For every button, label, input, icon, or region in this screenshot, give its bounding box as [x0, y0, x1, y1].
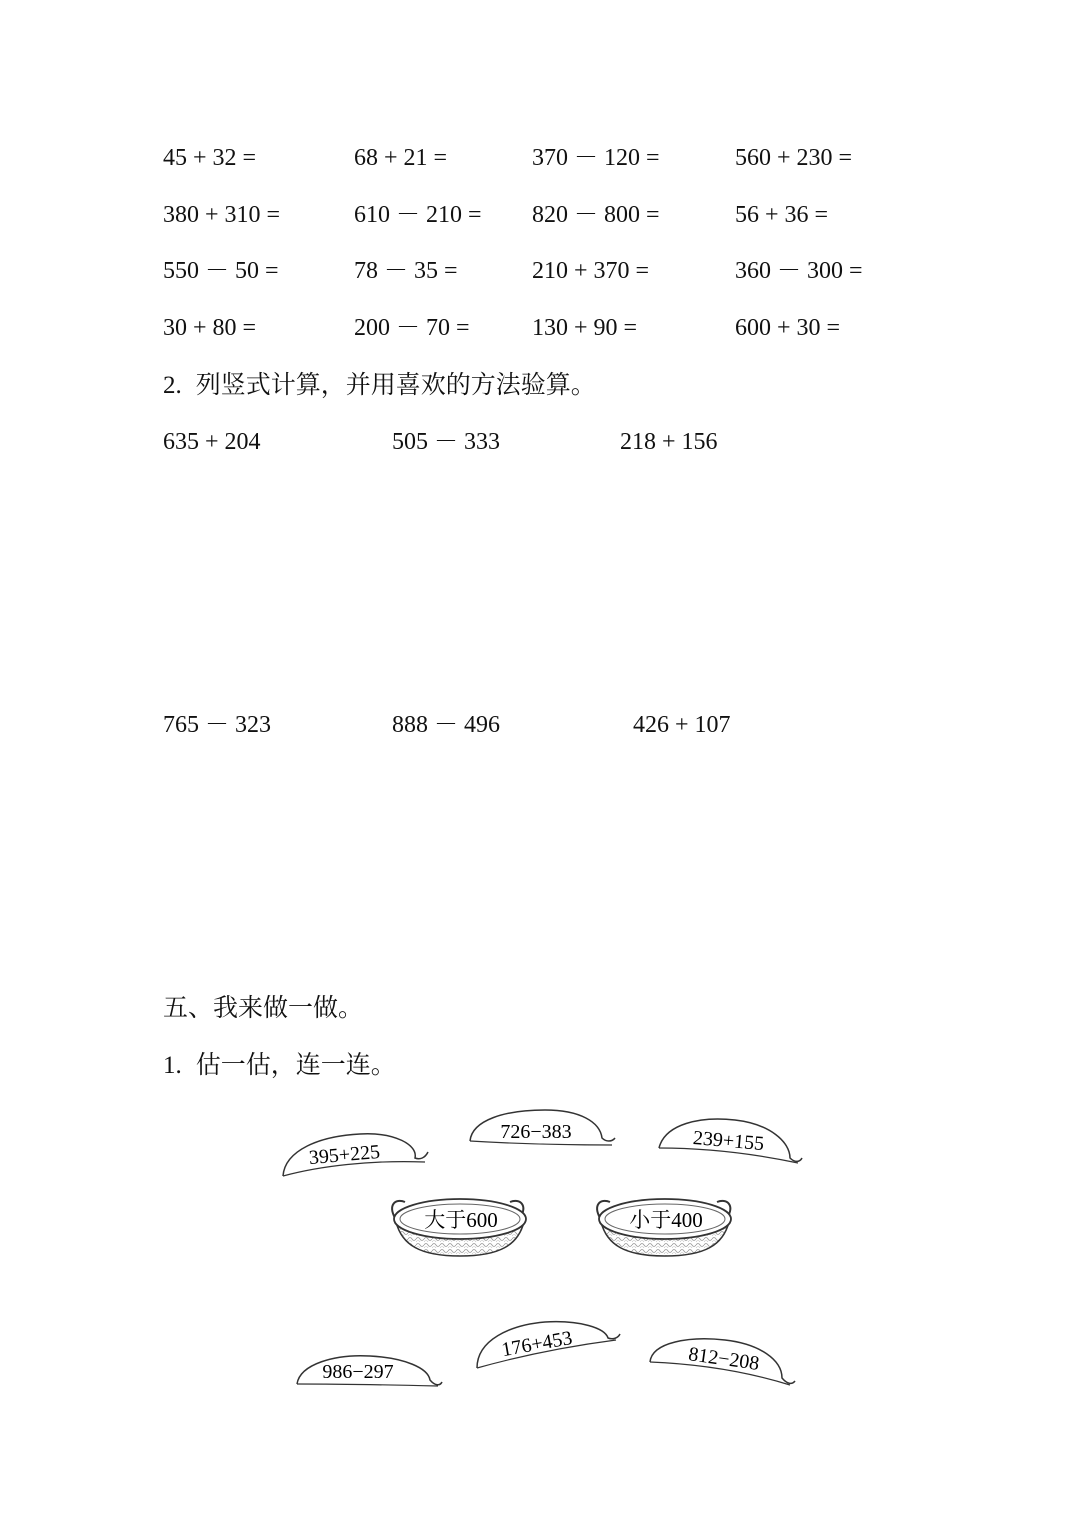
leaf-card[interactable] — [297, 1356, 442, 1386]
section-title: 五、我来做一做。 — [163, 993, 364, 1022]
leaf-label: 986−297 — [322, 1361, 394, 1383]
question-number: 2. — [163, 372, 182, 399]
leaf-label: 395+225 — [308, 1140, 381, 1170]
vertical-problem: 888 － 496 — [392, 712, 500, 738]
equation: 45 + 32 = — [163, 145, 257, 171]
equation: 130 + 90 = — [532, 315, 638, 341]
leaf-label: 726−383 — [500, 1121, 572, 1143]
leaf-label: 176+453 — [499, 1327, 574, 1362]
vertical-problem: 635 + 204 — [163, 429, 261, 455]
basket-label: 大于600 — [424, 1208, 498, 1232]
equation: 210 + 370 = — [532, 258, 650, 284]
question-instruction: 列竖式计算，并用喜欢的方法验算。 — [195, 370, 596, 399]
vertical-problem: 426 + 107 — [633, 712, 731, 738]
leaf-card[interactable] — [477, 1322, 620, 1368]
vertical-problem: 218 + 156 — [620, 429, 718, 455]
leaf-card[interactable] — [650, 1339, 795, 1385]
question-number: 1. — [163, 1052, 182, 1079]
leaf-card[interactable] — [470, 1110, 615, 1145]
equation: 610 － 210 = — [354, 202, 482, 228]
leaf-label: 812−208 — [687, 1343, 761, 1375]
equation: 56 + 36 = — [735, 202, 829, 228]
equation: 820 － 800 = — [532, 202, 660, 228]
equation: 200 － 70 = — [354, 315, 470, 341]
equation: 370 － 120 = — [532, 145, 660, 171]
basket[interactable] — [392, 1199, 526, 1256]
equation: 560 + 230 = — [735, 145, 853, 171]
vertical-problem: 505 － 333 — [392, 429, 500, 455]
basket-label: 小于400 — [629, 1208, 703, 1232]
equation: 68 + 21 = — [354, 145, 448, 171]
equation: 30 + 80 = — [163, 315, 257, 341]
equation: 600 + 30 = — [735, 315, 841, 341]
equation: 360 － 300 = — [735, 258, 863, 284]
leaf-card[interactable] — [283, 1134, 428, 1176]
equation: 550 － 50 = — [163, 258, 279, 284]
question-instruction: 估一估，连一连。 — [195, 1050, 396, 1079]
equation: 78 － 35 = — [354, 258, 458, 284]
leaf-card[interactable] — [659, 1119, 802, 1163]
equation: 380 + 310 = — [163, 202, 281, 228]
basket[interactable] — [597, 1199, 731, 1256]
vertical-problem: 765 － 323 — [163, 712, 271, 738]
leaf-label: 239+155 — [692, 1126, 765, 1156]
